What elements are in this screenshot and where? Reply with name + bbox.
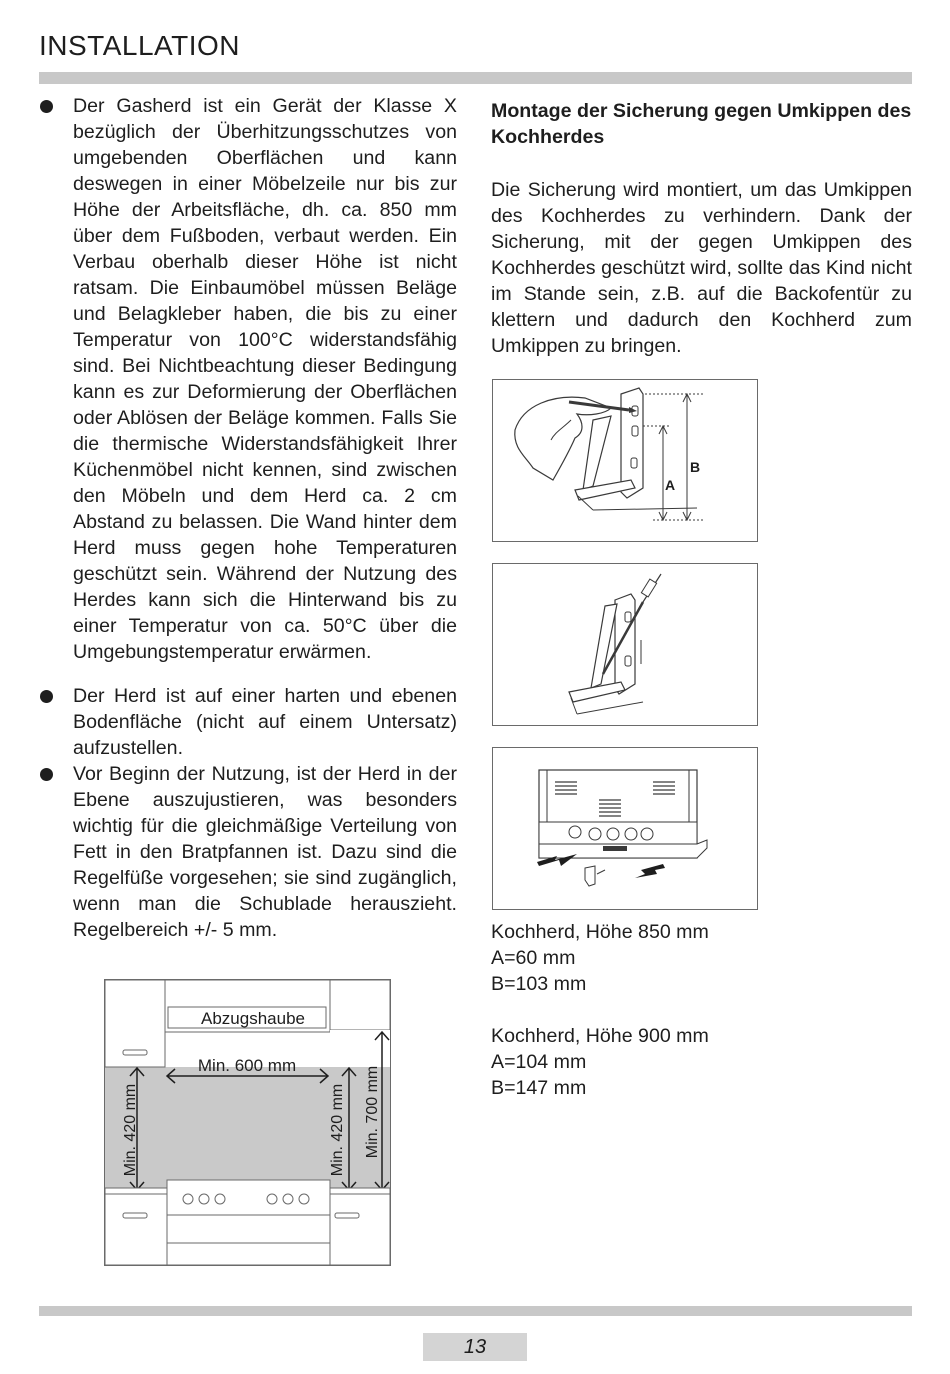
right-height-label: Min. 420 mm bbox=[329, 1083, 346, 1177]
bullet-text: Vor Beginn der Nutzung, ist der Herd in der Ebene auszujustieren, was besonders wichtig für die gleichmäßige Verteilung von Fett in den Bratpfannen ist. Dazu sind die Regelfüße vorgesehen; sie sind zugänglich, wenn man die Schublade herauszieht. Regelbereich +/- 5 mm. bbox=[73, 763, 457, 941]
width-label: Min. 600 mm bbox=[197, 1056, 297, 1075]
spec-value: A=104 mm bbox=[491, 1051, 587, 1073]
screw-mounting-figure bbox=[492, 563, 758, 726]
wall-height-label: Min. 700 mm bbox=[364, 1065, 381, 1159]
footer-divider bbox=[39, 1306, 912, 1316]
spec-title: Kochherd, Höhe 900 mm bbox=[491, 1025, 709, 1047]
list-item bbox=[39, 761, 457, 943]
left-height-label: Min. 420 mm bbox=[122, 1083, 139, 1177]
header-divider bbox=[39, 72, 912, 84]
list-item bbox=[39, 683, 457, 761]
section-heading: Montage der Sicherung gegen Umkippen des Kochherdes bbox=[491, 100, 912, 148]
stove-back-figure bbox=[492, 747, 758, 910]
stove-specs bbox=[491, 919, 709, 1101]
dimension-a-label: A bbox=[665, 477, 676, 493]
list-item bbox=[39, 93, 457, 665]
spec-value: A=60 mm bbox=[491, 947, 576, 969]
bullet-icon bbox=[40, 690, 53, 703]
spec-value: B=103 mm bbox=[491, 973, 587, 995]
bracket-dimension-figure bbox=[492, 379, 758, 542]
clearance-diagram bbox=[104, 979, 391, 1266]
page-title: INSTALLATION bbox=[39, 30, 241, 61]
dimension-b-label: B bbox=[690, 459, 701, 475]
bullet-icon bbox=[40, 768, 53, 781]
bullet-icon bbox=[40, 100, 53, 113]
bullet-text: Der Gasherd ist ein Gerät der Klasse X bezüglich der Überhitzungsschutzes von umgebenden Oberflächen und kann deswegen in einer Möbelzeile nur bis zur Höhe der Arbeitsfläche, dh. ca. 850 mm über dem Fußboden, verbaut werden. Ein Verbau oberhalb dieser Höhe ist nicht ratsam. Die Einbaumöbel müssen Beläge und Belagkleber haben, die bis zu einer Temperatur von 100°C widerstandsfähig sind. Bei Nichtbeachtung dieser Bedingung kann es zur Deformierung der Oberflächen oder Ablösen der Beläge kommen. Falls Sie die thermische Widerstandsfähigkeit Ihrer Küchenmöbel nicht kennen, sind zwischen den Möbeln und dem Herd ca. 2 cm Abstand zu belassen. Die Wand hinter dem Herd muss gegen hohe Temperaturen geschützt sein. Während der Nutzung des Herdes kann sich die Hinterwand bis zu einer Temperatur von ca. 50°C über die Umgebungstemperatur erwärmen. bbox=[73, 95, 457, 663]
hood-label: Abzugshaube bbox=[201, 1009, 305, 1028]
spec-title: Kochherd, Höhe 850 mm bbox=[491, 921, 709, 943]
spec-value: B=147 mm bbox=[491, 1077, 587, 1099]
section-body: Die Sicherung wird montiert, um das Umkippen des Kochherdes zu verhindern. Dank der Sicherung, mit der gegen Umkippen des Kochherdes geschützt wird, sollte das Kind nicht im Stande sein, z.B. auf die Backofentür zu klettern und dadurch den Kochherd zum Umkippen zu bringen. bbox=[491, 179, 912, 357]
bullet-text: Der Herd ist auf einer harten und ebenen Bodenfläche (nicht auf einem Untersatz) aufzustellen. bbox=[73, 685, 457, 759]
left-column bbox=[39, 93, 457, 943]
page-number: 13 bbox=[423, 1333, 527, 1361]
right-column bbox=[491, 98, 912, 359]
